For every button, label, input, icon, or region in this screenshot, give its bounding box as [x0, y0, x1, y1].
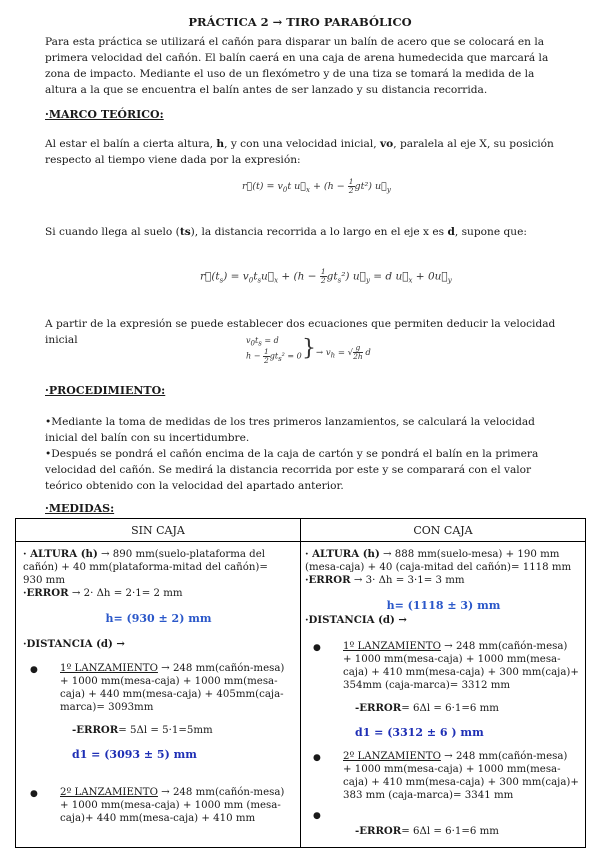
- con-altura: · ALTURA (h) → 888 mm(suelo-mesa) + 190 mm (mesa-caja) + 40 (caja-mitad del cañón)= 1118 mm: [305, 548, 572, 573]
- sin-lanzamiento-2: 2º LANZAMIENTO → 248 mm(cañón-mesa) + 1000 mm(mesa-caja) + 1000 mm (mesa-caja)+ 440 mm(mesa-caja) + 410 mm: [60, 787, 285, 824]
- procedimiento-paragraph-1: •Mediante la toma de medidas de los tres primeros lanzamientos, se calculará la velocidad inicial del balín con su incertidumbre.: [45, 416, 535, 444]
- equation-system: $v_0t_s = d$ h − $\frac{1}{2}$ $gt_s^2 = 0$: [246, 336, 302, 365]
- measurements-table: [15, 518, 586, 848]
- sin-caja-cell: [16, 542, 301, 848]
- con-caja-header: CON CAJA: [301, 519, 586, 542]
- medidas-heading: ·MEDIDAS:: [45, 502, 115, 515]
- con-l2-bullet: ●: [313, 753, 321, 763]
- equation-position: r⃗(t) = $v_0t$ $u⃗_x + (h$ − $\frac{1}{2}$ gt²) $u⃗_y$: [242, 177, 391, 195]
- procedimiento-heading: ·PROCEDIMIENTO:: [45, 384, 166, 397]
- page-title: PRÁCTICA 2 → TIRO PARABÓLICO: [188, 15, 412, 29]
- sin-error: ·ERROR → 2· Δh = 2·1= 2 mm: [23, 587, 183, 599]
- con-lanzamiento-1: 1º LANZAMIENTO → 248 mm(cañón-mesa) + 1000 mm(mesa-caja) + 1000 mm(mesa-caja) + 410 mm(mesa-caja) + 300 mm(caja)+ 354mm (caja-marca)= 3312 mm: [343, 641, 579, 691]
- procedimiento-paragraph-2: •Después se pondrá el cañón encima de la caja de cartón y se pondrá el balín en la primera velocidad del cañón. Se medirá la distancia recorrida por este y se comparará con el valor teórico obtenido con la velocidad del apartado anterior.: [45, 448, 539, 492]
- con-l2-error: -ERROR= 6Δl = 6·1=6 mm: [355, 825, 499, 837]
- con-error: ·ERROR → 3· Δh = 3·1= 3 mm: [305, 574, 465, 586]
- sin-h-result: h= (930 ± 2) mm: [105, 612, 212, 625]
- sin-l2-bullet: ●: [30, 789, 38, 799]
- con-l1-error: -ERROR= 6Δl = 6·1=6 mm: [355, 702, 499, 714]
- con-lanzamiento-2: 2º LANZAMIENTO → 248 mm(cañón-mesa) + 1000 mm(mesa-caja) + 1000 mm(mesa-caja) + 410 mm(mesa-caja) + 300 mm(caja)+ 383 mm (caja-marca)= 3341 mm: [343, 751, 579, 801]
- sin-caja-header: SIN CAJA: [16, 519, 301, 542]
- marco-paragraph-1: Al estar el balín a cierta altura, h, y con una velocidad inicial, vo, paralela al eje X, su posición respecto al tiempo viene dada por la expresión:: [45, 138, 554, 166]
- intro-paragraph: Para esta práctica se utilizará el cañón para disparar un balín de acero que se colocará en la primera velocidad del cañón. El balín caerá en una caja de arena humedecida que marcará la zona de impacto. Mediante el uso de un flexómetro y de una tiza se tomará la medida de la altura a la que se encuentra el balín antes de ser lanzado y su distancia recorrida.: [45, 36, 549, 96]
- sin-l1-bullet: ●: [30, 665, 38, 675]
- sin-altura: · ALTURA (h) → 890 mm(suelo-plataforma del cañón) + 40 mm(plataforma-mitad del cañón)= 930 mm: [23, 548, 268, 586]
- brace-symbol: }: [302, 336, 316, 361]
- marco-paragraph-2: Si cuando llega al suelo (ts), la distancia recorrida a lo largo en el eje x es d, supone que:: [45, 226, 527, 238]
- sin-l1-error: -ERROR= 5Δl = 5·1=5mm: [72, 724, 213, 736]
- marco-teorico-heading: ·MARCO TEÓRICO:: [45, 108, 164, 121]
- con-h-result: h= (1118 ± 3) mm: [386, 599, 501, 612]
- con-d1-result: d1 = (3312 ± 6 ) mm: [355, 726, 484, 739]
- con-distancia: ·DISTANCIA (d) →: [305, 614, 407, 626]
- con-l2-error-bullet: ●: [313, 811, 321, 821]
- equation-result: → $v_h$ = √ $\frac{g}{2h}$ d: [316, 343, 371, 361]
- sin-distancia: ·DISTANCIA (d) →: [23, 638, 125, 650]
- con-l1-bullet: ●: [313, 643, 321, 653]
- sin-d1-result: d1 = (3093 ± 5) mm: [72, 748, 197, 761]
- equation-ground: $r⃗(t_s)$ = $v_0t_su⃗_x + (h$ − $\frac{1}{2}$ $gt_s^2$) $u⃗_y = d$ $u⃗_x$ + $0u⃗_y$: [200, 267, 452, 285]
- marco-paragraph-3: A partir de la expresión se puede establecer dos ecuaciones que permiten deducir la velocidad inicial: [45, 318, 556, 346]
- sin-lanzamiento-1: 1º LANZAMIENTO → 248 mm(cañón-mesa) + 1000 mm(mesa-caja) + 1000 mm(mesa-caja) + 440 mm(mesa-caja) + 405mm(caja-marca)= 3093mm: [60, 663, 285, 713]
- con-caja-cell: [301, 542, 586, 848]
